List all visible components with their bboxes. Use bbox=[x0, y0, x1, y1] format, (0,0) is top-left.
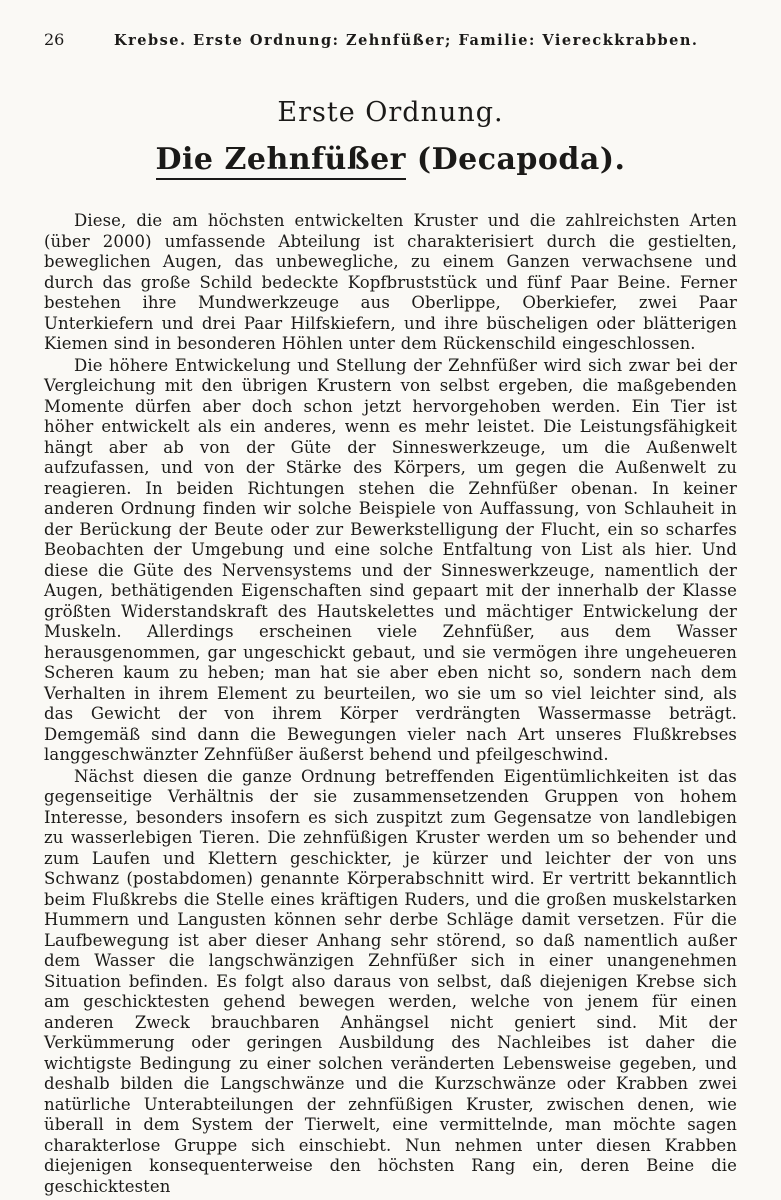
body-text bbox=[44, 211, 737, 1197]
page-number: 26 bbox=[44, 30, 65, 49]
main-heading-latin-suffix: (Decapoda). bbox=[405, 142, 626, 177]
main-heading bbox=[44, 142, 737, 177]
body-paragraph-3: Nächst diesen die ganze Ordnung betreffenden Eigentümlichkeiten ist das gegenseitige Verhältnis der sie zusammensetzenden Gruppen von hohem Interesse, besonders insofern es sich zuspitzt zum Gegensatze von landlebigen zu wasserlebigen Tieren. Die zehnfüßigen Kruster werden um so behender und zum Laufen und Klettern geschickter, je kürzer und leichter der von uns Schwanz (postabdomen) genannte Körperabschnitt wird. Er vertritt bekanntlich beim Flußkrebs die Stelle eines kräftigen Ruders, und die großen muskelstarken Hummern und Langusten können sehr derbe Schläge damit versetzen. Für die Laufbewegung ist aber dieser Anhang sehr störend, so daß namentlich außer dem Wasser die langschwänzigen Zehnfüßer sich in einer unangenehmen Situation befinden. Es folgt also daraus von selbst, daß diejenigen Krebse sich am geschicktesten gehend bewegen werden, welche von jenem für einen anderen Zweck brauchbaren Anhängsel nicht geniert sind. Mit der Verkümmerung oder geringen Ausbildung des Nachleibes ist daher die wichtigste Bedingung zu einer solchen veränderten Lebensweise gegeben, und deshalb bilden die Langschwänze und die Kurzschwänze oder Krabben zwei natürliche Unterabteilungen der zehnfüßigen Kruster, zwischen denen, wie überall in dem System der Tierwelt, eine vermittelnde, man möchte sagen charakterlose Gruppe sich einschiebt. Nun nehmen unter diesen Krabben diejenigen konsequenterweise den höchsten Rang ein, deren Beine die geschicktesten bbox=[44, 766, 737, 1196]
running-header: Krebse. Erste Ordnung: Zehnfüßer; Familie: Viereckkrabben. bbox=[114, 32, 699, 49]
running-head-row bbox=[44, 30, 737, 49]
main-heading-blackletter: Die Zehnfüßer bbox=[156, 142, 406, 180]
body-paragraph-2: Die höhere Entwickelung und Stellung der Zehnfüßer wird sich zwar bei der Vergleichung mit den übrigen Krustern von selbst ergeben, die maßgebenden Momente dürfen aber doch schon jetzt hervorgehoben werden. Ein Tier ist höher entwickelt als ein anderes, wenn es mehr leistet. Die Leistungsfähigkeit hängt aber ab von der Güte der Sinneswerkzeuge, um die Außenwelt aufzufassen, und von der Stärke des Körpers, um gegen die Außenwelt zu reagieren. In beiden Richtungen stehen die Zehnfüßer obenan. In keiner anderen Ordnung finden wir solche Beispiele von Auffassung, von Schlauheit in der Berückung der Beute oder zur Bewerkstelligung der Flucht, ein so scharfes Beobachten der Umgebung und eine solche Entfaltung von List als hier. Und diese die Güte des Nervensystems und der Sinneswerkzeuge, namentlich der Augen, bethätigenden Eigenschaften sind gepaart mit der innerhalb der Klasse größten Widerstandskraft des Hautskelettes und mächtiger Entwickelung der Muskeln. Allerdings erscheinen viele Zehnfüßer, aus dem Wasser herausgenommen, gar ungeschickt gebaut, und sie vermögen ihre ungeheueren Scheren kaum zu heben; man hat sie aber eben nicht so, sondern nach dem Verhalten in ihrem Element zu beurteilen, wo sie um so viel leichter sind, als das Gewicht der von ihrem Körper verdrängten Wassermasse beträgt. Demgemäß sind dann die Bewegungen vieler nach Art unseres Flußkrebses langgeschwänzter Zehnfüßer äußerst behend und pfeilgeschwind. bbox=[44, 355, 737, 764]
heading-block bbox=[44, 97, 737, 177]
body-paragraph-1: Diese, die am höchsten entwickelten Kruster und die zahlreichsten Arten (über 2000) umfassende Abteilung ist charakterisiert durch die gestielten, beweglichen Augen, das unbewegliche, zu einem Ganzen verwachsene und durch das große Schild bedeckte Kopfbruststück und fünf Paar Beine. Ferner bestehen ihre Mundwerkzeuge aus Oberlippe, Oberkiefer, zwei Paar Unterkiefern und drei Paar Hilfskiefern, und ihre büscheligen oder blätterigen Kiemen sind in besonderen Höhlen unter dem Rückenschild eingeschlossen. bbox=[44, 211, 737, 353]
order-heading: Erste Ordnung. bbox=[277, 97, 504, 128]
